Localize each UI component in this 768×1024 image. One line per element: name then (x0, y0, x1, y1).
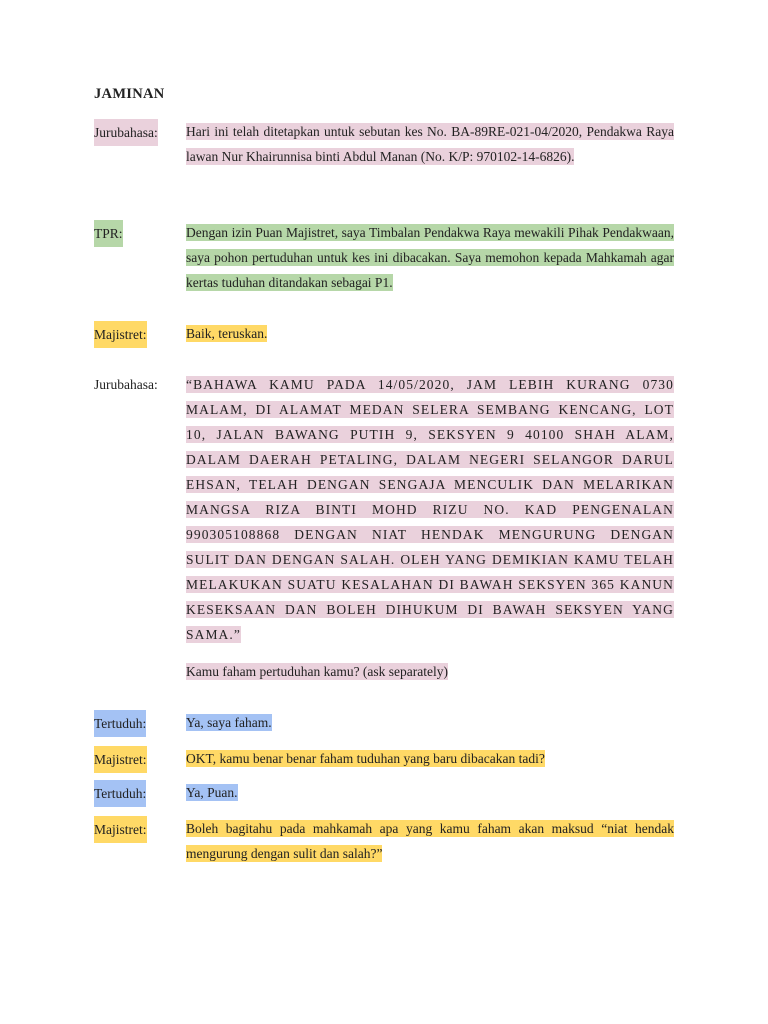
speech-highlight: Ya, Puan. (186, 785, 238, 800)
speech-text (186, 321, 674, 346)
speaker-label: Majistret: (94, 746, 147, 773)
speaker-label: Jurubahasa: (94, 119, 158, 146)
followup-question (186, 659, 674, 684)
speech-highlight: Dengan izin Puan Majistret, saya Timbalan Pendakwa Raya mewakili Pihak Pendakwaan, saya pohon pertuduhan untuk kes ini dibacakan. Saya memohon kepada Mahkamah agar kertas tuduhan ditandakan sebagai P1. (186, 225, 674, 290)
speech-text (186, 780, 674, 805)
speech-highlight: Ya, saya faham. (186, 715, 272, 730)
speech-highlight: Baik, teruskan. (186, 326, 268, 341)
speech-text (186, 746, 674, 771)
speaker-label: Jurubahasa: (94, 377, 158, 392)
speech-highlight: Hari ini telah ditetapkan untuk sebutan kes No. BA-89RE-021-04/2020, Pendakwa Raya lawan Nur Khairunnisa binti Abdul Manan (No. K/P: 970102-14-6826). (186, 124, 674, 164)
document-heading: JAMINAN (94, 86, 165, 102)
charge-text (186, 372, 674, 647)
speaker-label: Tertuduh: (94, 710, 146, 737)
speech-text (186, 119, 674, 169)
speaker-label: Majistret: (94, 321, 147, 348)
speech-text (186, 710, 674, 735)
speech-highlight: “BAHAWA KAMU PADA 14/05/2020, JAM LEBIH KURANG 0730 MALAM, DI ALAMAT MEDAN SELERA SEMBANG KENCANG, LOT 10, JALAN BAWANG PUTIH 9, SEKSYEN 9 40100 SHAH ALAM, DALAM DAERAH PETALING, DALAM NEGERI SELANGOR DARUL EHSAN, TELAH DENGAN SENGAJA MENCULIK DAN MELARIKAN MANGSA RIZA BINTI MOHD RIZU NO. KAD PENGENALAN 990305108868 DENGAN NIAT HENDAK MENGURUNG DENGAN SULIT DAN DENGAN SALAH. OLEH YANG DEMIKIAN KAMU TELAH MELAKUKAN SUATU KESALAHAN DI BAWAH SEKSYEN 365 KANUN KESEKSAAN DAN BOLEH DIHUKUM DI BAWAH SEKSYEN YANG SAMA.” (186, 377, 674, 642)
speech-highlight: Kamu faham pertuduhan kamu? (ask separately) (186, 664, 449, 679)
speech-text (186, 220, 674, 295)
speech-text (186, 816, 674, 866)
speaker-label: Tertuduh: (94, 780, 146, 807)
speech-highlight: OKT, kamu benar benar faham tuduhan yang baru dibacakan tadi? (186, 751, 545, 766)
speaker-label: Majistret: (94, 816, 147, 843)
speaker-label: TPR: (94, 220, 123, 247)
speech-highlight: Boleh bagitahu pada mahkamah apa yang kamu faham akan maksud “niat hendak mengurung dengan sulit dan salah?” (186, 821, 674, 861)
